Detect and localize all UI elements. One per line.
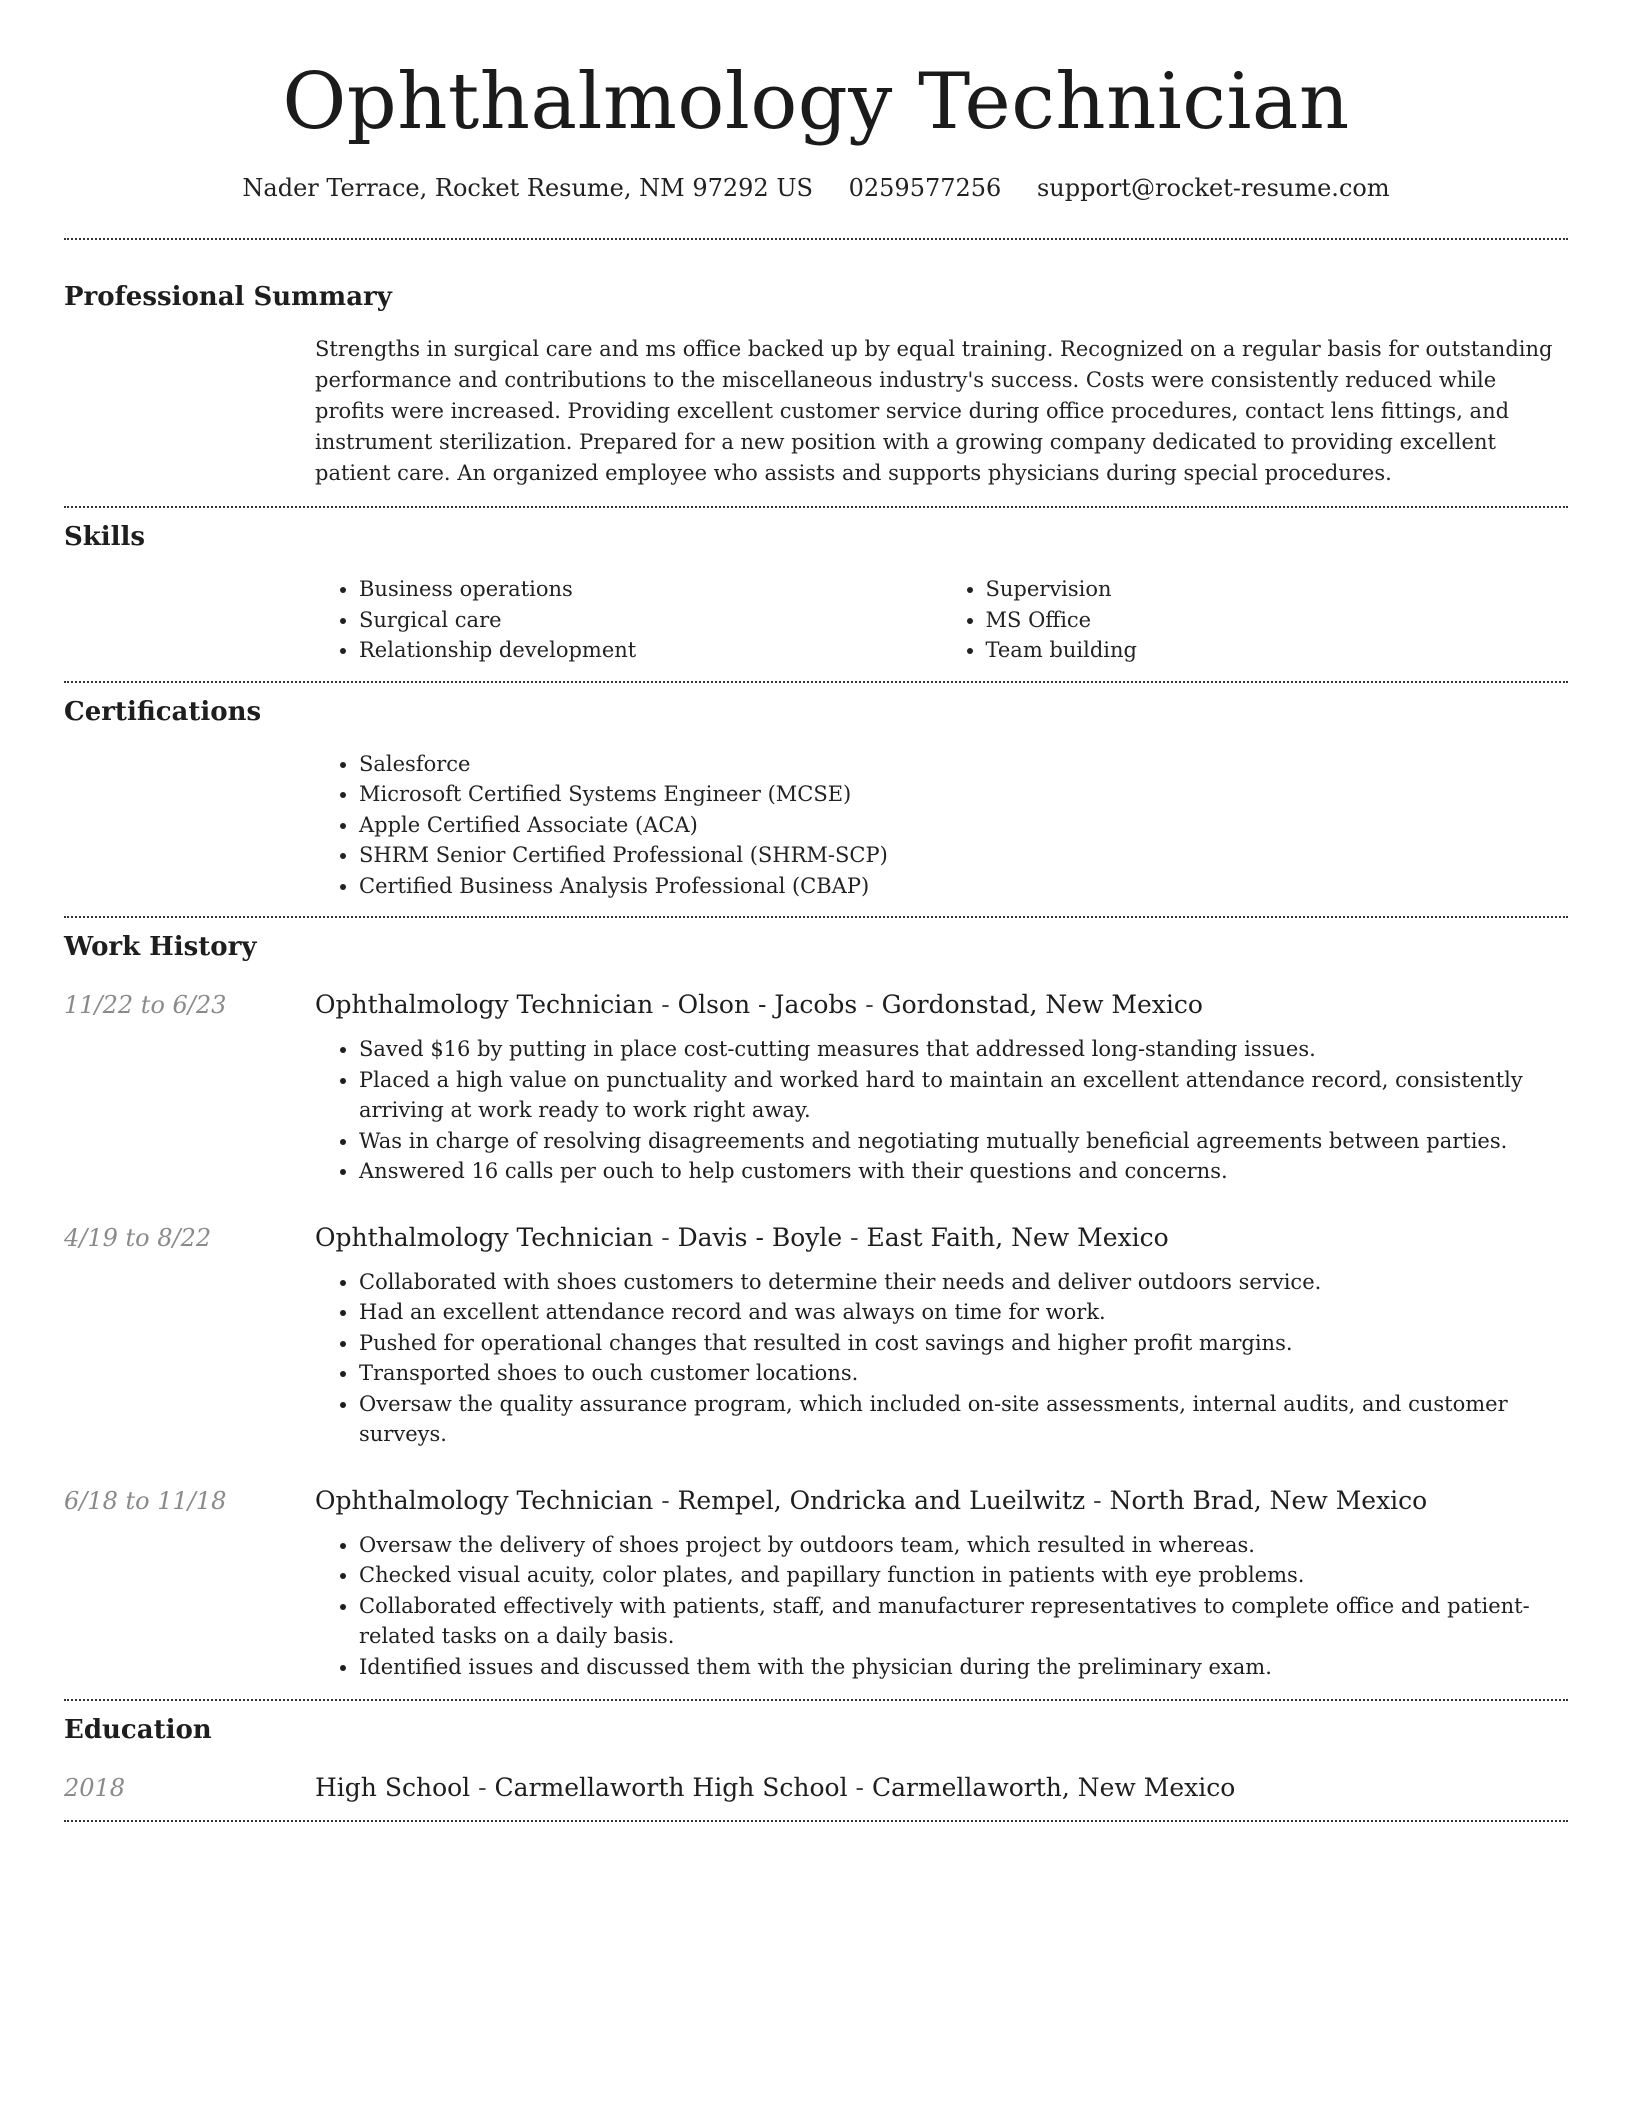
job-entry	[64, 1221, 1568, 1450]
skill-item: • Relationship development	[359, 635, 942, 666]
education-section	[64, 1701, 1568, 1805]
skills-grid	[315, 574, 1568, 666]
work-history-heading: Work History	[64, 932, 257, 962]
skill-item: • MS Office	[986, 605, 1569, 636]
job-title: Ophthalmology Technician	[315, 990, 654, 1019]
summary-heading: Professional Summary	[64, 282, 392, 312]
contact-address: Nader Terrace, Rocket Resume, NM 97292 US	[242, 174, 813, 202]
summary-section	[64, 240, 1568, 489]
education-heading-line: High School - Carmellaworth High School - Carmellaworth, New Mexico	[315, 1773, 1236, 1802]
job-body	[315, 1221, 1568, 1450]
skill-item: • Supervision	[986, 574, 1569, 605]
job-title: Ophthalmology Technician	[315, 1222, 654, 1252]
skill-item: • Team building	[986, 635, 1569, 666]
job-bullet: • Transported shoes to ouch customer locations.	[359, 1358, 1568, 1389]
job-bullet: • Collaborated with shoes customers to determine their needs and deliver outdoors service.	[359, 1267, 1568, 1298]
resume-page	[64, 0, 1568, 1822]
job-location: Gordonstad, New Mexico	[881, 990, 1203, 1019]
job-bullet: • Collaborated effectively with patients, staff, and manufacturer representatives to complete office and patient-related tasks on a daily basis.	[359, 1591, 1568, 1652]
skill-item: • Surgical care	[359, 605, 942, 636]
skills-section	[64, 508, 1568, 666]
education-entry	[64, 1771, 1568, 1805]
education-degree: High School	[315, 1773, 471, 1802]
job-bullets	[315, 1530, 1568, 1683]
job-bullets	[315, 1034, 1568, 1187]
education-school: Carmellaworth High School	[494, 1773, 848, 1802]
job-bullet: • Saved $16 by putting in place cost-cutting measures that addressed long-standing issues.	[359, 1034, 1568, 1065]
contact-phone: 0259577256	[848, 174, 1002, 202]
job-entry	[64, 1484, 1568, 1683]
job-bullet: • Answered 16 calls per ouch to help customers with their questions and concerns.	[359, 1156, 1568, 1187]
job-bullet: • Identified issues and discussed them with the physician during the preliminary exam.	[359, 1652, 1568, 1683]
job-bullets	[315, 1267, 1568, 1450]
job-bullet: • Oversaw the delivery of shoes project by outdoors team, which resulted in whereas.	[359, 1530, 1568, 1561]
job-heading: Ophthalmology Technician - Rempel, Ondricka and Lueilwitz - North Brad, New Mexico	[315, 1485, 1428, 1515]
job-location: East Faith, New Mexico	[866, 1222, 1169, 1252]
job-company: Davis - Boyle	[677, 1222, 843, 1252]
certification-item: • SHRM Senior Certified Professional (SHRM-SCP)	[359, 840, 1568, 871]
skills-heading: Skills	[64, 522, 146, 552]
certification-item: • Salesforce	[359, 749, 1568, 780]
job-dates: 4/19 to 8/22	[64, 1223, 212, 1252]
job-bullet: • Checked visual acuity, color plates, and papillary function in patients with eye problems.	[359, 1560, 1568, 1591]
education-year: 2018	[64, 1774, 126, 1802]
summary-content	[315, 334, 1568, 489]
certification-item: • Certified Business Analysis Professional (CBAP)	[359, 871, 1568, 902]
job-title: Ophthalmology Technician	[315, 1485, 654, 1515]
education-body	[315, 1771, 1568, 1805]
skills-list-right	[942, 574, 1569, 666]
job-bullet: • Placed a high value on punctuality and worked hard to maintain an excellent attendance record, consistently arriving at work ready to work right away.	[359, 1065, 1568, 1126]
job-bullet: • Was in charge of resolving disagreements and negotiating mutually beneficial agreements between parties.	[359, 1126, 1568, 1157]
job-body	[315, 988, 1568, 1187]
job-dates: 6/18 to 11/18	[64, 1486, 227, 1515]
divider	[64, 1820, 1568, 1822]
summary-text: Strengths in surgical care and ms office backed up by equal training. Recognized on a regular basis for outstanding performance and contributions to the miscellaneous industry's success. Costs were consistently reduced while profits were increased. Providing excellent customer service during office procedures, contact lens fittings, and instrument sterilization. Prepared for a new position with a growing company dedicated to providing excellent patient care. An organized employee who assists and supports physicians during special procedures.	[315, 337, 1553, 485]
certifications-section	[64, 683, 1568, 902]
certification-item: • Microsoft Certified Systems Engineer (MCSE)	[359, 779, 1568, 810]
job-bullet: • Had an excellent attendance record and was always on time for work.	[359, 1297, 1568, 1328]
resume-name: Ophthalmology Technician	[282, 57, 1350, 147]
work-history-section	[64, 918, 1568, 1682]
certification-item: • Apple Certified Associate (ACA)	[359, 810, 1568, 841]
education-location: Carmellaworth, New Mexico	[871, 1773, 1236, 1802]
certifications-list	[315, 749, 1568, 902]
certifications-heading: Certifications	[64, 696, 262, 727]
job-body	[315, 1484, 1568, 1683]
skill-item: • Business operations	[359, 574, 942, 605]
certifications-content	[315, 749, 1568, 902]
job-bullet: • Oversaw the quality assurance program, which included on-site assessments, internal audits, and customer surveys.	[359, 1389, 1568, 1450]
job-company: Olson - Jacobs	[677, 990, 858, 1019]
job-heading: Ophthalmology Technician - Davis - Boyle - East Faith, New Mexico	[315, 1222, 1169, 1252]
job-dates: 11/22 to 6/23	[64, 991, 227, 1019]
contact-email: support@rocket-resume.com	[1036, 174, 1390, 202]
job-location: North Brad, New Mexico	[1109, 1485, 1428, 1515]
job-heading: Ophthalmology Technician - Olson - Jacobs - Gordonstad, New Mexico	[315, 990, 1203, 1019]
contact-line	[64, 172, 1568, 204]
education-heading: Education	[64, 1715, 212, 1745]
job-entry	[64, 988, 1568, 1187]
job-bullet: • Pushed for operational changes that resulted in cost savings and higher profit margins.	[359, 1328, 1568, 1359]
job-company: Rempel, Ondricka and Lueilwitz	[677, 1485, 1086, 1515]
skills-list-left	[315, 574, 942, 666]
